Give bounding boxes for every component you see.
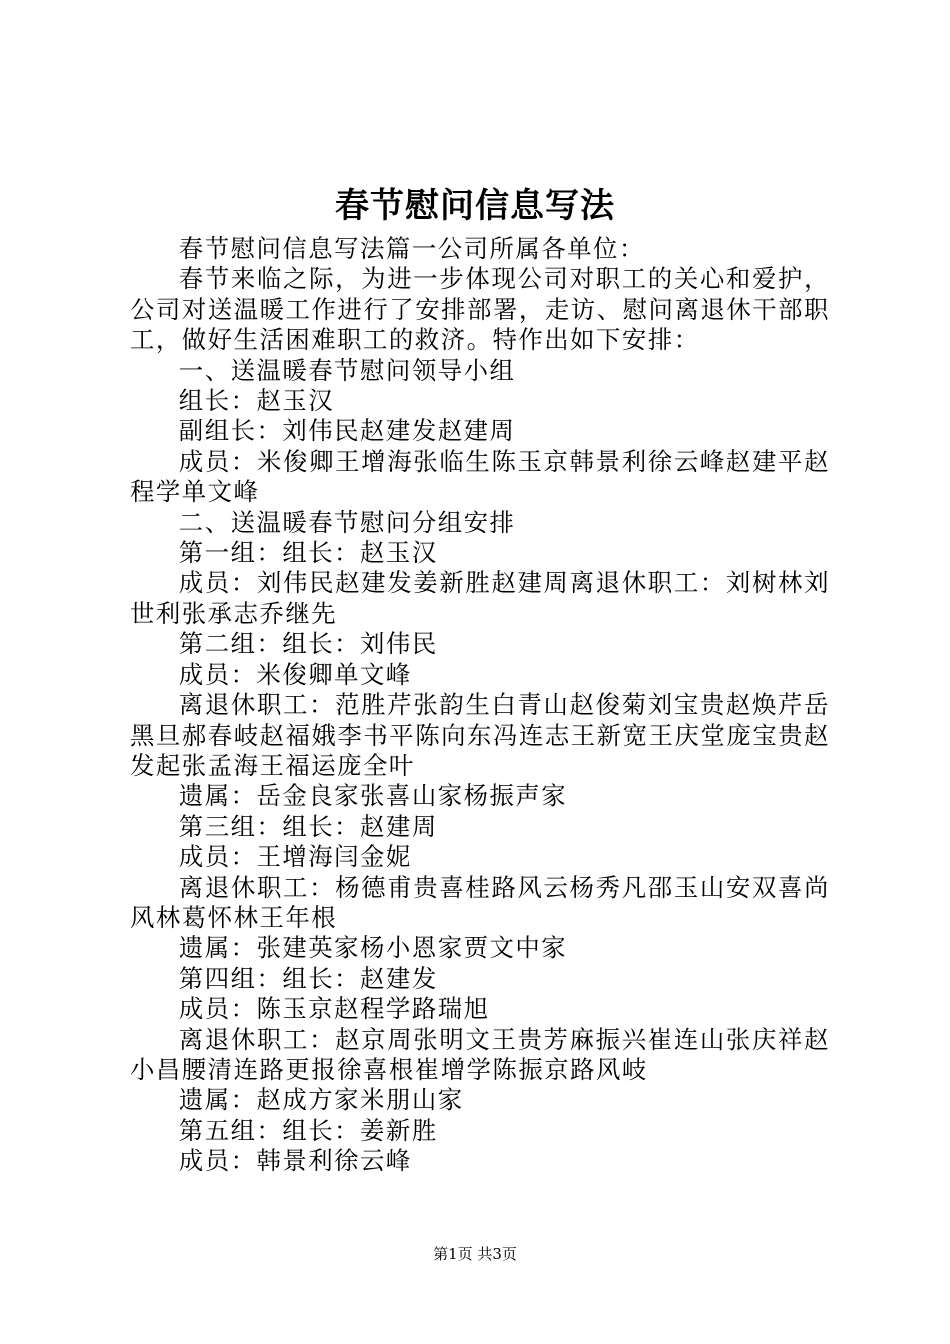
document-body <box>130 234 830 1177</box>
paragraph: 第三组：组长：赵建周 <box>178 811 438 841</box>
paragraph: 成员：王增海闫金妮 <box>178 842 412 872</box>
document-title: 春节慰问信息写法 <box>335 186 615 226</box>
paragraph: 第五组：组长：姜新胜 <box>178 1115 438 1145</box>
paragraph: 第一组：组长：赵玉汉 <box>178 538 438 568</box>
paragraph: 春节来临之际，为进一步体现公司对职工的关心和爱护，公司对送温暖工作进行了安排部署，走访、慰问离退休干部职工，做好生活困难职工的救济。特作出如下安排： <box>130 264 830 355</box>
paragraph: 成员：韩景利徐云峰 <box>178 1146 412 1176</box>
section-heading: 一、送温暖春节慰问领导小组 <box>178 355 516 385</box>
paragraph: 组长：赵玉汉 <box>178 386 335 416</box>
paragraph: 遗属：张建英家杨小恩家贾文中家 <box>178 933 568 963</box>
paragraph: 遗属：岳金良家张喜山家杨振声家 <box>178 781 568 811</box>
paragraph: 成员：刘伟民赵建发姜新胜赵建周离退休职工：刘树林刘世利张承志乔继先 <box>130 568 830 628</box>
paragraph: 第四组：组长：赵建发 <box>178 963 438 993</box>
paragraph: 副组长：刘伟民赵建发赵建周 <box>178 416 516 446</box>
paragraph: 成员：米俊卿王增海张临生陈玉京韩景利徐云峰赵建平赵程学单文峰 <box>130 446 830 507</box>
paragraph: 离退休职工：范胜芹张韵生白青山赵俊菊刘宝贵赵焕芹岳黑旦郝春岐赵福娥李书平陈向东冯连志王新宽王庆堂庞宝贵赵发起张孟海王福运庞全叶 <box>130 690 830 780</box>
paragraph: 春节慰问信息写法篇一公司所属各单位： <box>178 234 645 263</box>
section-heading: 二、送温暖春节慰问分组安排 <box>178 507 516 537</box>
paragraph: 成员：陈玉京赵程学路瑞旭 <box>178 994 490 1024</box>
paragraph: 成员：米俊卿单文峰 <box>178 659 412 689</box>
page-footer: 第1页 共3页 <box>433 1245 517 1263</box>
paragraph: 遗属：赵成方家米朋山家 <box>178 1085 464 1115</box>
paragraph: 第二组：组长：刘伟民 <box>178 629 438 659</box>
paragraph: 离退休职工：杨德甫贵喜桂路风云杨秀凡邵玉山安双喜尚风林葛怀林王年根 <box>130 872 830 932</box>
paragraph: 离退休职工：赵京周张明文王贵芳麻振兴崔连山张庆祥赵小昌腰清连路更报徐喜根崔增学陈振京路风岐 <box>130 1024 830 1084</box>
